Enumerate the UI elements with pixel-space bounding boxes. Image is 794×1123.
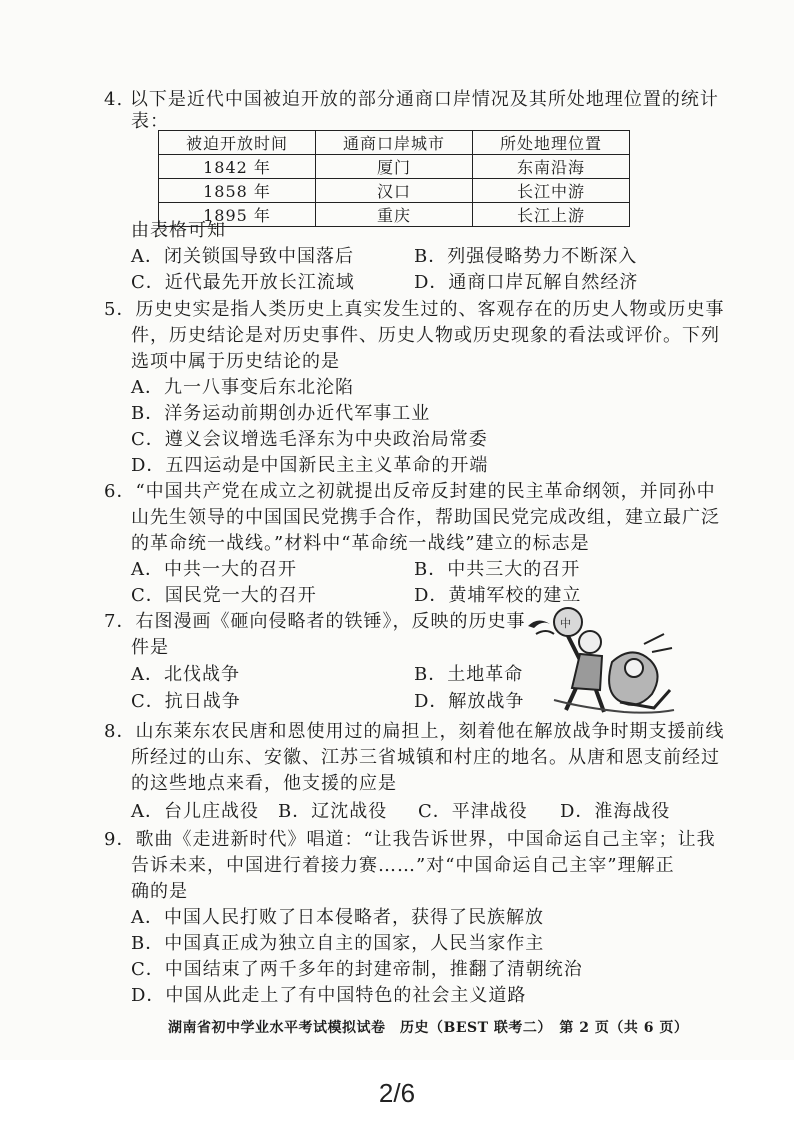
q4-line2: 表： (131, 111, 169, 132)
q7-line2: 件是 (131, 637, 169, 658)
table-row (159, 179, 630, 203)
table-row (159, 203, 630, 227)
q4-stem-end: 由表格可知 (131, 220, 226, 241)
q8-option-a[interactable]: A．台儿庄战役 (131, 801, 259, 822)
table-cell: 东南沿海 (473, 155, 630, 179)
table-cell: 1858 年 (159, 179, 316, 203)
q6-option-b[interactable]: B．中共三大的召开 (414, 559, 581, 580)
table-cell: 1895 年 (159, 203, 316, 227)
svg-text:中: 中 (560, 617, 571, 630)
q9-line3: 确的是 (131, 881, 188, 902)
q9-line1: 9．歌曲《走进新时代》唱道：“让我告诉世界，中国命运自己主宰；让我 (104, 829, 716, 850)
q5-option-a[interactable]: A．九一八事变后东北沦陷 (131, 377, 354, 398)
q7-option-d[interactable]: D．解放战争 (414, 691, 525, 712)
q4-option-c[interactable]: C．近代最先开放长江流域 (131, 272, 355, 293)
q5-option-d[interactable]: D．五四运动是中国新民主主义革命的开端 (131, 455, 489, 476)
q6-option-a[interactable]: A．中共一大的召开 (131, 559, 297, 580)
q9-option-b[interactable]: B．中国真正成为独立自主的国家，人民当家作主 (131, 933, 545, 954)
q7-line1: 7．右图漫画《砸向侵略者的铁锤》，反映的历史事 (104, 611, 526, 632)
q7-option-b[interactable]: B．土地革命 (414, 664, 524, 685)
q5-option-c[interactable]: C．遵义会议增选毛泽东为中央政治局常委 (131, 429, 488, 450)
q7-option-c[interactable]: C．抗日战争 (131, 691, 241, 712)
table-cell: 长江上游 (473, 203, 630, 227)
table-cell: 重庆 (316, 203, 473, 227)
q5-line3: 选项中属于历史结论的是 (131, 351, 340, 372)
q6-line3: 的革命统一战线。”材料中“革命统一战线”建立的标志是 (131, 533, 590, 554)
q9-option-d[interactable]: D．中国从此走上了有中国特色的社会主义道路 (131, 985, 527, 1006)
q6-option-d[interactable]: D．黄埔军校的建立 (414, 585, 582, 606)
q9-line2: 告诉未来，中国进行着接力赛……”对“中国命运自己主宰”理解正 (131, 855, 675, 876)
q5-line2: 件，历史结论是对历史事件、历史人物或历史现象的看法或评价。下列 (131, 325, 720, 346)
table-cell: 长江中游 (473, 179, 630, 203)
table-header: 被迫开放时间 (159, 131, 316, 155)
table-header: 所处地理位置 (473, 131, 630, 155)
q6-option-c[interactable]: C．国民党一大的召开 (131, 585, 317, 606)
q8-option-d[interactable]: D．淮海战役 (560, 801, 671, 822)
q8-option-b[interactable]: B．辽沈战役 (278, 801, 388, 822)
table-row (159, 155, 630, 179)
page-footer: 湖南省初中学业水平考试模拟试卷 历史（BEST 联考二） 第 2 页（共 6 页） (168, 1020, 689, 1036)
table-cell: 厦门 (316, 155, 473, 179)
q5-line1: 5．历史史实是指人类历史上真实发生过的、客观存在的历史人物或历史事 (104, 299, 725, 320)
q8-line2: 所经过的山东、安徽、江苏三省城镇和村庄的地名。从唐和恩支前经过 (131, 747, 720, 768)
q6-line2: 山先生领导的中国国民党携手合作，帮助国民党完成改组，建立最广泛 (131, 507, 720, 528)
q4-option-a[interactable]: A．闭关锁国导致中国落后 (131, 246, 354, 267)
table-header-row (159, 131, 630, 155)
table-cell: 汉口 (316, 179, 473, 203)
q5-option-b[interactable]: B．洋务运动前期创办近代军事工业 (131, 403, 431, 424)
q7-option-a[interactable]: A．北伐战争 (131, 664, 240, 685)
q8-option-c[interactable]: C．平津战役 (418, 801, 528, 822)
q6-line1: 6．“中国共产党在成立之初就提出反帝反封建的民主革命纲领，并同孙中 (104, 481, 716, 502)
q4-option-d[interactable]: D．通商口岸瓦解自然经济 (414, 272, 639, 293)
q9-option-c[interactable]: C．中国结束了两千多年的封建帝制，推翻了清朝统治 (131, 959, 583, 980)
q9-option-a[interactable]: A．中国人民打败了日本侵略者，获得了民族解放 (131, 907, 544, 928)
q4-option-b[interactable]: B．列强侵略势力不断深入 (414, 246, 638, 267)
cartoon-illustration-icon (524, 604, 676, 716)
q8-line1: 8．山东莱东农民唐和恩使用过的扁担上，刻着他在解放战争时期支援前线 (104, 721, 725, 742)
page-indicator: 2/6 (378, 1078, 416, 1108)
q8-line3: 的这些地点来看，他支援的应是 (131, 773, 397, 794)
table-header: 通商口岸城市 (316, 131, 473, 155)
table-cell: 1842 年 (159, 155, 316, 179)
port-table (158, 130, 630, 227)
q4-line1: 4. 以下是近代中国被迫开放的部分通商口岸情况及其所处地理位置的统计 (104, 89, 719, 110)
